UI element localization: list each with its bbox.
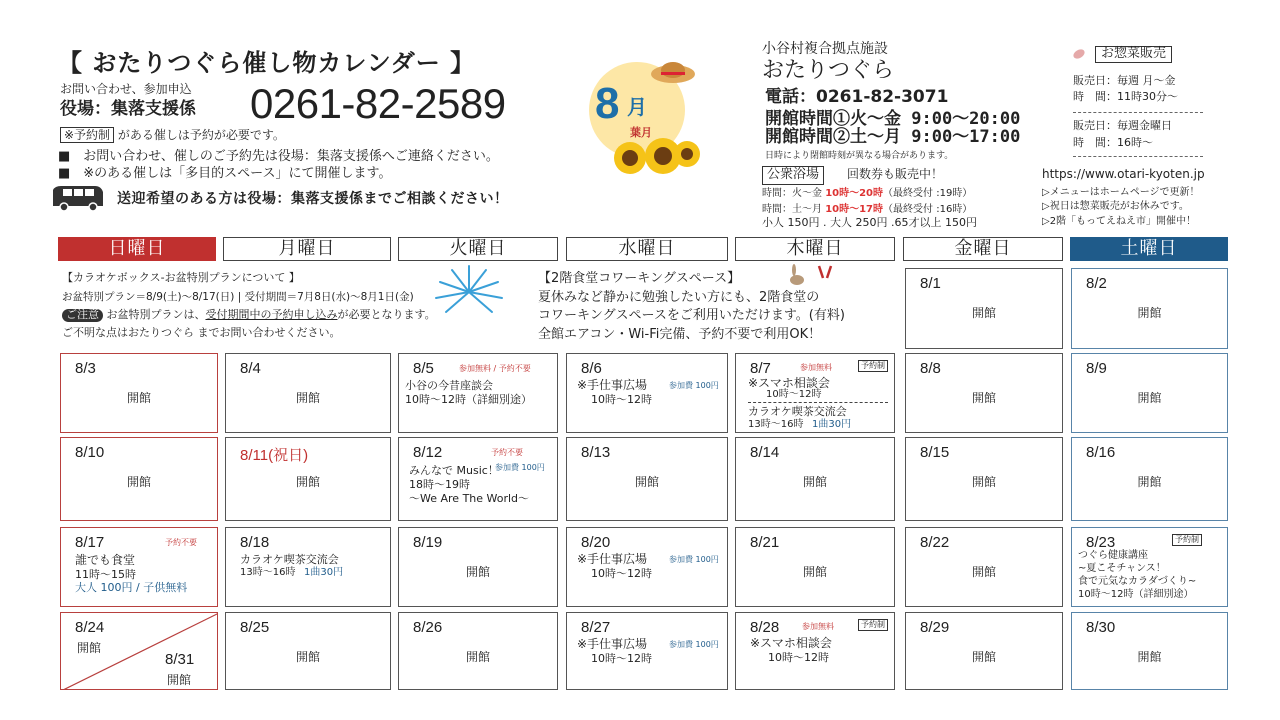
calendar-cell: 8/24 開館 8/31 開館 [60, 612, 218, 690]
day-header-sun: 日曜日 [58, 237, 216, 261]
month-badge [575, 58, 715, 178]
cowork-line3: 全館エアコン・Wi-Fi完備、予約不要で利用OK！ [538, 327, 822, 342]
badge-name: 葉月 [630, 126, 652, 139]
calendar-cell: 8/1 開館 [905, 268, 1063, 349]
website-url[interactable]: https://www.otari-kyoten.jp [1042, 167, 1205, 181]
calendar-cell: 8/26 開館 [398, 612, 558, 690]
calendar-cell: 8/12 予約不要 みんなで Music！ 参加費 100円 18時～19時 ～We Are The World～ [398, 437, 558, 521]
web-note: ▷祝日は惣菜販売がお休みです。 [1042, 201, 1189, 212]
contact-label: お問い合わせ、参加申込 [60, 82, 192, 96]
calendar-cell: 8/22 開館 [905, 527, 1063, 607]
hours-weekend: 開館時間②土～月 9:00～17:00 [765, 127, 1021, 147]
web-note: ▷2階「もってえねえ市」開催中！ [1042, 216, 1197, 227]
bullet-venue: ■ ※のある催しは「多目的スペース」にて開催します。 [58, 166, 392, 181]
karaoke-contact: ご不明な点はおたりつぐら までお問い合わせください。 [62, 326, 341, 339]
calendar-cell: 8/18 カラオケ喫茶交流会 13時～16時 1曲30円 [225, 527, 391, 607]
calendar-cell: 8/2 開館 [1071, 268, 1228, 349]
bath-hours-weekend: 時間：土～月 10時～17時（最終受付 :16時） [762, 204, 973, 215]
reserve-label: ※予約制 [60, 127, 114, 143]
bath-ticket-note: 回数券も販売中！ [847, 167, 944, 181]
calendar-cell: 8/29 開館 [905, 612, 1063, 690]
main-phone: 0261-82-2589 [250, 80, 506, 127]
calendar-cell: 8/6 ※手仕事広場 参加費 100円 10時～12時 [566, 353, 728, 433]
calendar-cell: 8/14 開館 [735, 437, 895, 521]
calendar-cell: 8/4 開館 [225, 353, 391, 433]
bath-label: 公衆浴場 [762, 166, 824, 185]
day-header-fri: 金曜日 [903, 237, 1063, 261]
bullet-contact: ■ お問い合わせ、催しのご予約先は役場：集落支援係へご連絡ください。 [58, 149, 499, 164]
calendar-cell: 8/10 開館 [60, 437, 218, 521]
firework-icon [416, 262, 522, 322]
day-header-sat: 土曜日 [1070, 237, 1228, 261]
karaoke-period: お盆特別プラン＝8/9(土)～8/17(日) | 受付期間＝7月8日(水)～8月1日(金) [62, 291, 414, 303]
bath-price: 小人 150円 . 大人 250円 .65才以上 150円 [762, 216, 977, 229]
calendar-cell: 8/23 予約制 つぐら健康講座 ~夏こそチャンス！ 食で元気なカラダづくり~ 10時～12時（詳細別途） [1071, 527, 1228, 607]
van-icon [51, 184, 105, 212]
calendar-cell: 8/28 参加無料 予約制 ※スマホ相談会 10時～12時 [735, 612, 895, 690]
cowork-line1: 夏休みなど静かに勉強したい方にも、2階食堂の [538, 290, 820, 305]
day-header-thu: 木曜日 [735, 237, 895, 261]
calendar-cell: 8/13 開館 [566, 437, 728, 521]
web-note: ▷メニューはホームページで更新！ [1042, 187, 1200, 198]
cowork-line2: コワーキングスペースをご利用いただけます。(有料) [538, 308, 845, 323]
leaf-icon [1070, 46, 1088, 62]
rabbit-icon [785, 262, 835, 288]
calendar-cell: 8/5 参加無料 / 予約不要 小谷の今昔座談会 10時～12時（詳細別途） [398, 353, 558, 433]
calendar-cell: 8/27 ※手仕事広場 参加費 100円 10時～12時 [566, 612, 728, 690]
karaoke-title: 【カラオケボックス-お盆特別プランについて 】 [62, 271, 300, 284]
contact-dept: 役場：集落支援係 [60, 99, 196, 119]
reserve-note [60, 127, 285, 143]
divider [1073, 156, 1203, 157]
bath-hours-weekday: 時間：火～金 10時～20時（最終受付 :19時） [762, 188, 973, 199]
hours-weekday: 開館時間①火～金 9:00～20:00 [765, 109, 1021, 129]
day-header-tue: 火曜日 [398, 237, 558, 261]
calendar-cell: 8/16 開館 [1071, 437, 1228, 521]
hours-note: 日時により閉館時刻が異なる場合があります。 [765, 151, 954, 161]
badge-month: 8 [595, 79, 620, 128]
calendar-cell: 8/3 開館 [60, 353, 218, 433]
day-header-mon: 月曜日 [223, 237, 391, 261]
day-header-wed: 水曜日 [566, 237, 728, 261]
sunflower-icon [614, 138, 700, 174]
calendar-cell: 8/8 開館 [905, 353, 1063, 433]
calendar-cell: 8/21 開館 [735, 527, 895, 607]
reserve-note-text: がある催しは予約が必要です。 [117, 128, 285, 142]
sozai-label: お惣菜販売 [1095, 46, 1172, 63]
calendar-cell: 8/30 開館 [1071, 612, 1228, 690]
calendar-cell: 8/20 ※手仕事広場 参加費 100円 10時～12時 [566, 527, 728, 607]
karaoke-caution: ご注意 お盆特別プランは、受付期間中の予約申し込みが必要となります。 [62, 309, 436, 322]
facility-phone: 電話：0261-82-3071 [765, 87, 949, 107]
page-title: 【 おたりつぐら催し物カレンダー 】 [58, 49, 476, 77]
facility-type: 小谷村複合拠点施設 [762, 41, 888, 57]
bus-note: 送迎希望のある方は役場：集落支援係までご相談ください！ [117, 191, 509, 207]
facility-name: おたりつぐら [762, 58, 895, 83]
sozai-day1: 販売日：毎週 月～金 [1073, 74, 1176, 87]
calendar-cell: 8/7 参加無料 予約制 ※スマホ相談会 10時～12時 カラオケ喫茶交流会 13時～16時 1曲30円 [735, 353, 895, 433]
cowork-title: 【2階食堂コワーキングスペース】 [538, 271, 741, 286]
calendar-cell: 8/25 開館 [225, 612, 391, 690]
sozai-time1: 時 間：11時30分～ [1073, 90, 1178, 103]
sozai-day2: 販売日：毎週金曜日 [1073, 119, 1172, 132]
calendar-cell: 8/11(祝日) 開館 [225, 437, 391, 521]
badge-unit: 月 [627, 95, 647, 119]
calendar-cell: 8/19 開館 [398, 527, 558, 607]
divider [1073, 112, 1203, 113]
calendar-cell: 8/9 開館 [1071, 353, 1228, 433]
calendar-cell: 8/17 予約不要 誰でも食堂 11時～15時 大人 100円 / 子供無料 [60, 527, 218, 607]
calendar-cell: 8/15 開館 [905, 437, 1063, 521]
sozai-time2: 時 間：16時～ [1073, 136, 1153, 149]
